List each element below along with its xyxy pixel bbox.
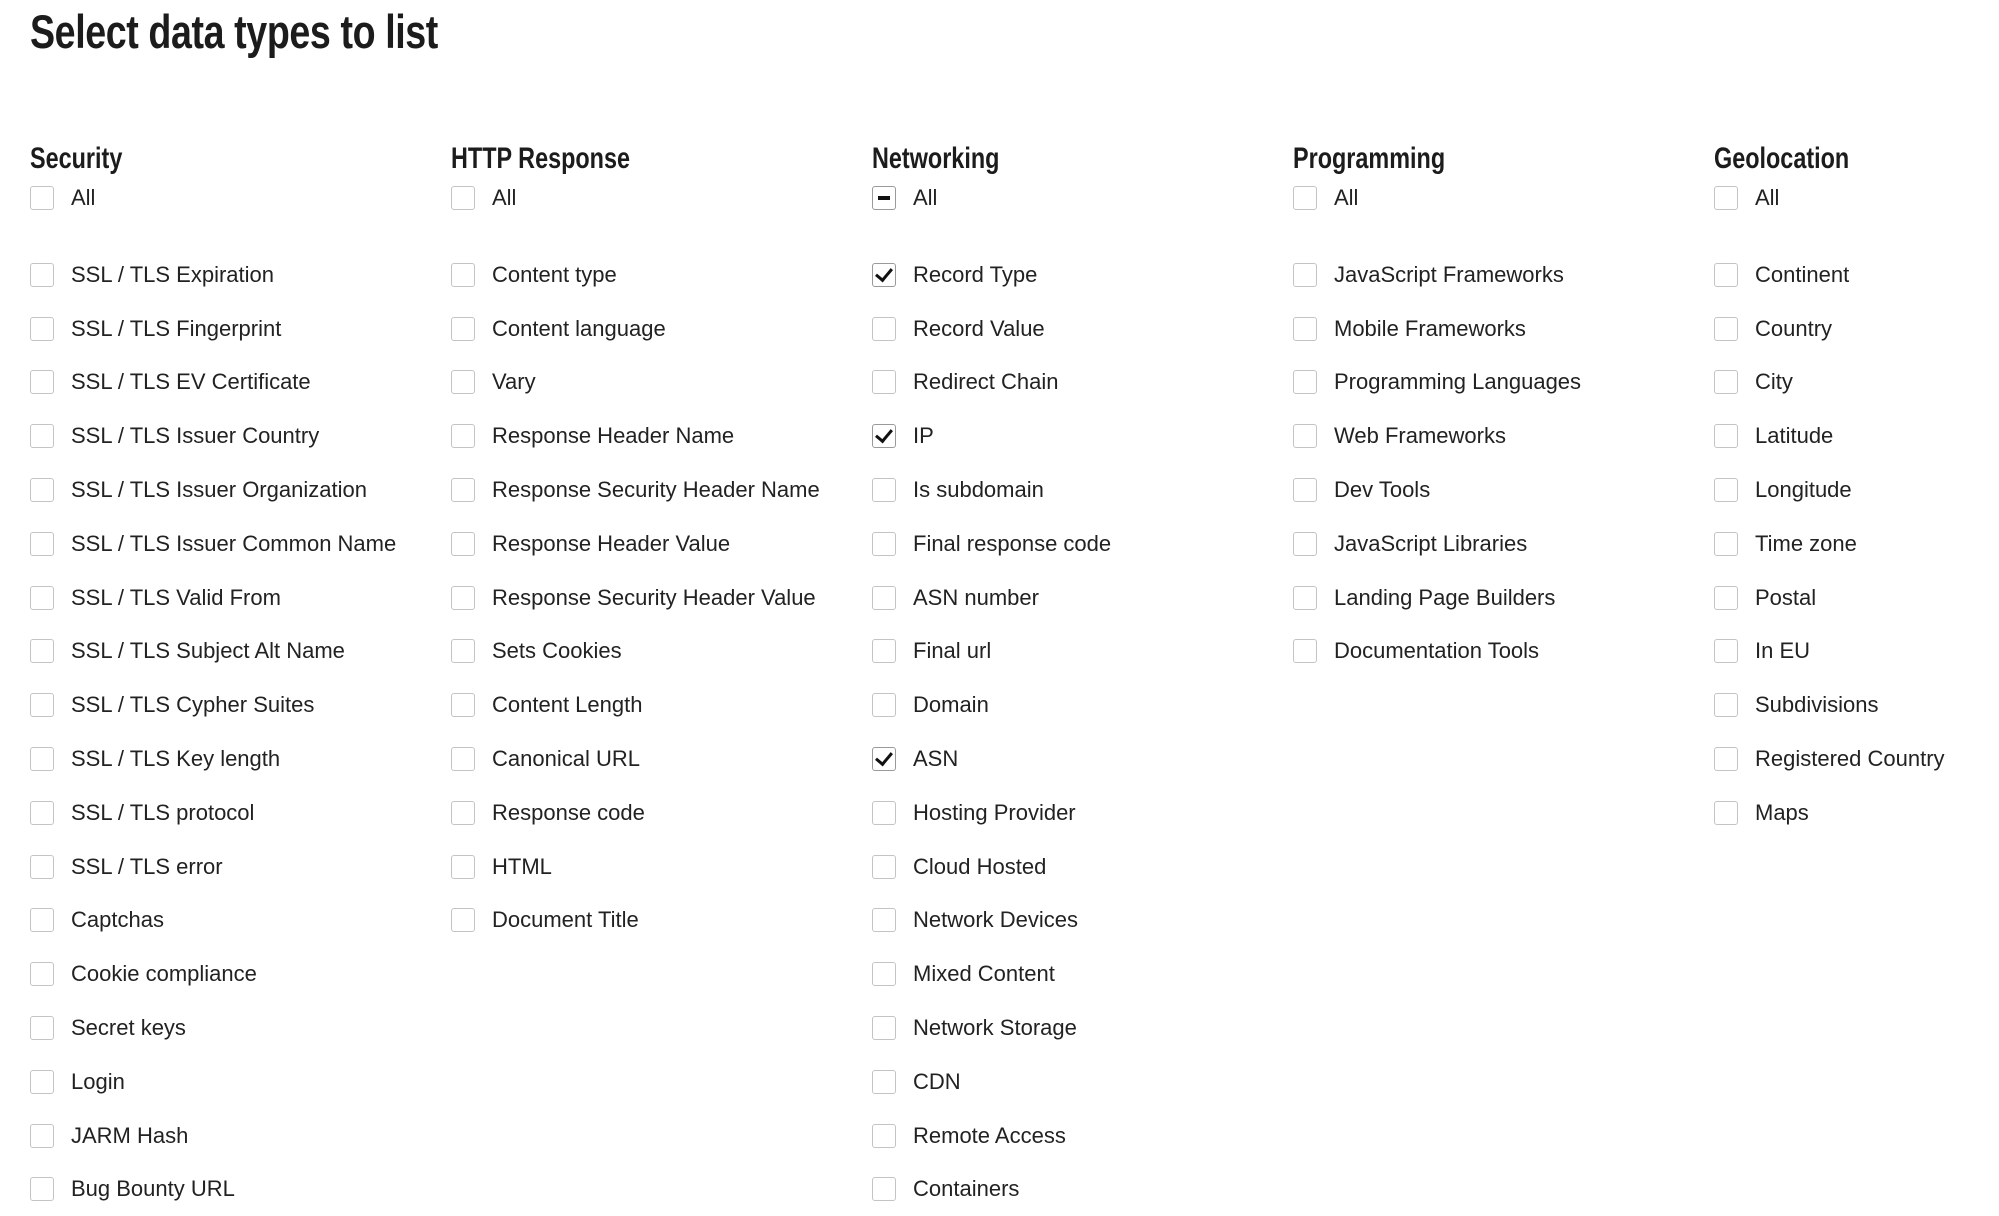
checkbox-label: Content language (492, 315, 666, 341)
checkbox-row[interactable] (30, 302, 440, 356)
checkbox[interactable] (872, 186, 896, 210)
checkbox-row[interactable] (872, 1055, 1282, 1109)
checkbox[interactable] (30, 1177, 54, 1201)
checkbox-label: HTML (492, 853, 552, 879)
checkbox-row[interactable] (451, 840, 861, 894)
checkbox[interactable] (872, 263, 896, 287)
checkbox-row[interactable] (1714, 356, 1999, 410)
checkbox-row[interactable] (1714, 463, 1999, 517)
checkbox-label: In EU (1755, 638, 1811, 664)
checkbox-label: Secret keys (71, 1015, 186, 1041)
checkbox-label: Subdivisions (1755, 692, 1879, 718)
checkbox-row[interactable] (451, 463, 861, 517)
checkbox[interactable] (1293, 263, 1317, 287)
checkbox-row[interactable] (1293, 302, 1703, 356)
checkbox[interactable] (30, 370, 54, 394)
checkbox-row[interactable] (1714, 571, 1999, 625)
checkbox[interactable] (1293, 639, 1317, 663)
checkbox-label: Cloud Hosted (913, 853, 1047, 879)
checkbox-label: Vary (492, 369, 536, 395)
checkbox[interactable] (451, 639, 475, 663)
checkbox[interactable] (451, 693, 475, 717)
checkbox-label: All (1334, 185, 1359, 210)
checkbox-row[interactable] (872, 625, 1282, 679)
checkbox[interactable] (1293, 370, 1317, 394)
checkbox-label: Bug Bounty URL (71, 1176, 235, 1202)
checkbox-row[interactable] (1714, 409, 1999, 463)
checkbox-label: ASN number (913, 584, 1039, 610)
checkbox[interactable] (451, 801, 475, 825)
checkbox-row[interactable] (30, 678, 440, 732)
checkbox[interactable] (30, 693, 54, 717)
checkbox-row[interactable] (1714, 625, 1999, 679)
checkbox-row[interactable] (1293, 625, 1703, 679)
checkbox-row[interactable] (30, 732, 440, 786)
checkbox-label: Mobile Frameworks (1334, 315, 1526, 341)
checkbox-label: CDN (913, 1068, 961, 1094)
checkbox-list (1293, 248, 1703, 678)
checkbox-row[interactable] (872, 786, 1282, 840)
select-all-checkbox[interactable] (1714, 178, 1999, 218)
checkbox-row[interactable] (30, 625, 440, 679)
checkbox[interactable] (872, 317, 896, 341)
checkbox-label: Content Length (492, 692, 643, 718)
checkbox[interactable] (451, 370, 475, 394)
checkbox-row[interactable] (1714, 517, 1999, 571)
checkbox-label: SSL / TLS Key length (71, 746, 281, 772)
checkbox-row[interactable] (872, 248, 1282, 302)
checkbox[interactable] (1714, 747, 1738, 771)
group-heading: Security (30, 142, 123, 175)
checkbox-list (30, 248, 440, 1216)
checkbox-row[interactable] (872, 302, 1282, 356)
checkbox[interactable] (872, 908, 896, 932)
select-all-checkbox[interactable] (451, 178, 861, 218)
checkbox-row[interactable] (30, 786, 440, 840)
checkbox-row[interactable] (872, 732, 1282, 786)
checkbox-label: Record Value (913, 315, 1045, 341)
checkbox-row[interactable] (30, 947, 440, 1001)
checkbox-label: SSL / TLS Subject Alt Name (71, 638, 345, 664)
checkbox[interactable] (872, 1070, 896, 1094)
checkbox-row[interactable] (451, 409, 861, 463)
checkbox-label: Remote Access (913, 1122, 1066, 1148)
checkbox[interactable] (30, 317, 54, 341)
checkbox-label: Response code (492, 799, 645, 825)
checkbox-row[interactable] (1293, 517, 1703, 571)
checkbox-row[interactable] (1293, 356, 1703, 410)
checkbox-row[interactable] (1714, 678, 1999, 732)
checkbox-label: Response Header Name (492, 423, 735, 449)
checkbox-row[interactable] (872, 517, 1282, 571)
checkbox-label: All (913, 185, 938, 210)
checkbox-label: JavaScript Libraries (1334, 530, 1528, 556)
checkbox[interactable] (872, 801, 896, 825)
checkbox[interactable] (872, 532, 896, 556)
checkbox[interactable] (872, 586, 896, 610)
checkbox-label: Continent (1755, 261, 1850, 287)
checkbox-row[interactable] (872, 463, 1282, 517)
checkbox-label: Canonical URL (492, 746, 640, 772)
checkbox[interactable] (1714, 693, 1738, 717)
checkbox[interactable] (451, 747, 475, 771)
checkbox[interactable] (872, 747, 896, 771)
checkbox-label: Document Title (492, 907, 639, 933)
checkbox[interactable] (1714, 186, 1738, 210)
checkbox-row[interactable] (30, 1055, 440, 1109)
checkbox-label: SSL / TLS error (71, 853, 223, 879)
checkbox[interactable] (451, 908, 475, 932)
checkbox[interactable] (30, 424, 54, 448)
checkbox-label: SSL / TLS Valid From (71, 584, 281, 610)
checkbox[interactable] (451, 317, 475, 341)
checkbox[interactable] (872, 855, 896, 879)
checkbox-label: Containers (913, 1176, 1020, 1202)
checkbox[interactable] (872, 1177, 896, 1201)
checkbox-row[interactable] (30, 571, 440, 625)
checkbox-label: SSL / TLS protocol (71, 799, 255, 825)
checkbox-label: Registered Country (1755, 746, 1945, 772)
checkbox-label: Network Storage (913, 1015, 1077, 1041)
checkbox-row[interactable] (872, 840, 1282, 894)
checkbox-label: Is subdomain (913, 477, 1044, 503)
checkbox-row[interactable] (30, 1001, 440, 1055)
checkbox-list (872, 248, 1282, 1216)
checkbox-row[interactable] (451, 356, 861, 410)
checkbox[interactable] (451, 263, 475, 287)
checkbox[interactable] (1714, 586, 1738, 610)
checkbox-row[interactable] (872, 1001, 1282, 1055)
checkbox-label: SSL / TLS Issuer Common Name (71, 530, 397, 556)
checkbox-row[interactable] (1293, 409, 1703, 463)
checkbox-label: Dev Tools (1334, 477, 1431, 503)
checkbox[interactable] (872, 424, 896, 448)
checkbox-label: All (1755, 185, 1780, 210)
checkbox[interactable] (1293, 317, 1317, 341)
checkbox[interactable] (451, 424, 475, 448)
checkbox-label: Response Security Header Value (492, 584, 816, 610)
checkbox[interactable] (30, 639, 54, 663)
checkbox[interactable] (30, 962, 54, 986)
checkbox-list (451, 248, 861, 947)
checkbox[interactable] (451, 586, 475, 610)
checkbox-row[interactable] (30, 1163, 440, 1216)
checkbox-label: JARM Hash (71, 1122, 189, 1148)
checkbox-row[interactable] (30, 1109, 440, 1163)
group-networking (872, 140, 1282, 1216)
checkbox[interactable] (1293, 186, 1317, 210)
checkbox[interactable] (30, 801, 54, 825)
checkbox[interactable] (451, 855, 475, 879)
checkbox-label: IP (913, 423, 934, 449)
checkbox-row[interactable] (872, 678, 1282, 732)
checkbox[interactable] (30, 908, 54, 932)
checkbox-label: Redirect Chain (913, 369, 1059, 395)
checkbox-label: Web Frameworks (1334, 423, 1506, 449)
checkbox-list (1714, 248, 1999, 840)
checkbox-row[interactable] (872, 894, 1282, 948)
group-heading: Geolocation (1714, 142, 1850, 175)
checkbox[interactable] (30, 1070, 54, 1094)
checkbox-label: Longitude (1755, 477, 1852, 503)
checkbox[interactable] (30, 1016, 54, 1040)
checkbox[interactable] (872, 962, 896, 986)
checkbox-row[interactable] (451, 625, 861, 679)
checkbox-label: Content type (492, 261, 617, 287)
checkbox-row[interactable] (872, 571, 1282, 625)
checkbox-label: Documentation Tools (1334, 638, 1540, 664)
checkbox-row[interactable] (451, 571, 861, 625)
checkbox[interactable] (1293, 586, 1317, 610)
checkbox-label: Hosting Provider (913, 799, 1076, 825)
checkbox[interactable] (1714, 532, 1738, 556)
checkbox-label: Country (1755, 315, 1833, 341)
checkbox-label: Latitude (1755, 423, 1834, 449)
checkbox[interactable] (451, 186, 475, 210)
checkbox-row[interactable] (30, 248, 440, 302)
checkbox-row[interactable] (1293, 463, 1703, 517)
checkbox-label: Programming Languages (1334, 369, 1582, 395)
group-http-response (451, 140, 861, 947)
group-heading: Programming (1293, 142, 1446, 175)
checkbox-row[interactable] (1714, 302, 1999, 356)
checkbox-label: Response Security Header Name (492, 477, 820, 503)
checkbox[interactable] (451, 532, 475, 556)
checkbox[interactable] (30, 478, 54, 502)
checkbox-label: Time zone (1755, 530, 1857, 556)
checkbox-label: SSL / TLS Expiration (71, 261, 274, 287)
checkbox-row[interactable] (451, 732, 861, 786)
checkbox-row[interactable] (30, 463, 440, 517)
checkbox-label: Maps (1755, 799, 1809, 825)
checkbox[interactable] (1714, 478, 1738, 502)
checkbox[interactable] (30, 532, 54, 556)
checkbox-label: Login (71, 1068, 125, 1094)
checkbox-label: Captchas (71, 907, 164, 933)
checkbox[interactable] (1293, 478, 1317, 502)
checkbox-row[interactable] (872, 409, 1282, 463)
checkbox-row[interactable] (30, 517, 440, 571)
checkbox-label: SSL / TLS EV Certificate (71, 369, 311, 395)
group-programming (1293, 140, 1703, 678)
checkbox-label: Final url (913, 638, 992, 664)
checkbox-row[interactable] (451, 894, 861, 948)
checkbox[interactable] (30, 747, 54, 771)
checkbox-row[interactable] (451, 248, 861, 302)
group-security (30, 140, 440, 1216)
checkbox[interactable] (451, 478, 475, 502)
checkbox-row[interactable] (872, 947, 1282, 1001)
checkbox-row[interactable] (30, 840, 440, 894)
checkbox[interactable] (1714, 263, 1738, 287)
group-geolocation (1714, 140, 1999, 840)
checkbox-row[interactable] (451, 302, 861, 356)
checkbox-label: JavaScript Frameworks (1334, 261, 1564, 287)
checkbox-row[interactable] (30, 894, 440, 948)
checkbox-row[interactable] (1714, 786, 1999, 840)
checkbox[interactable] (30, 1124, 54, 1148)
checkbox[interactable] (1293, 532, 1317, 556)
checkbox-label: Sets Cookies (492, 638, 622, 664)
checkbox-row[interactable] (451, 517, 861, 571)
checkbox-label: Postal (1755, 584, 1817, 610)
checkbox-row[interactable] (1293, 571, 1703, 625)
checkbox-label: SSL / TLS Issuer Organization (71, 477, 367, 503)
checkbox-label: City (1755, 369, 1793, 395)
checkbox[interactable] (1714, 424, 1738, 448)
checkbox[interactable] (1714, 370, 1738, 394)
select-all-checkbox[interactable] (872, 178, 1282, 218)
checkbox-label: Domain (913, 692, 989, 718)
checkbox[interactable] (872, 478, 896, 502)
checkbox-label: Network Devices (913, 907, 1079, 933)
checkbox-label: SSL / TLS Fingerprint (71, 315, 282, 341)
checkbox[interactable] (1714, 639, 1738, 663)
group-heading: Networking (872, 142, 1000, 175)
checkbox-label: Record Type (913, 261, 1038, 287)
checkbox-label: Cookie compliance (71, 961, 257, 987)
checkbox[interactable] (872, 370, 896, 394)
checkbox[interactable] (30, 186, 54, 210)
checkbox[interactable] (872, 1016, 896, 1040)
checkbox[interactable] (1293, 424, 1317, 448)
checkbox-row[interactable] (1714, 248, 1999, 302)
checkbox-row[interactable] (1293, 248, 1703, 302)
select-all-checkbox[interactable] (1293, 178, 1703, 218)
checkbox-row[interactable] (1714, 732, 1999, 786)
checkbox-label: ASN (913, 746, 959, 772)
checkbox-row[interactable] (30, 356, 440, 410)
checkbox[interactable] (30, 263, 54, 287)
checkbox-label: Response Header Value (492, 530, 731, 556)
checkbox-row[interactable] (30, 409, 440, 463)
checkbox[interactable] (1714, 317, 1738, 341)
group-heading: HTTP Response (451, 142, 631, 175)
checkbox[interactable] (872, 1124, 896, 1148)
checkbox-label: All (492, 185, 517, 210)
checkbox-row[interactable] (451, 786, 861, 840)
select-all-checkbox[interactable] (30, 178, 440, 218)
checkbox-label: Landing Page Builders (1334, 584, 1556, 610)
checkbox[interactable] (30, 855, 54, 879)
checkbox-label: SSL / TLS Cypher Suites (71, 692, 315, 718)
checkbox-row[interactable] (872, 1109, 1282, 1163)
checkbox-label: SSL / TLS Issuer Country (71, 423, 320, 449)
checkbox[interactable] (1714, 801, 1738, 825)
checkbox[interactable] (30, 586, 54, 610)
checkbox-label: Mixed Content (913, 961, 1055, 987)
checkbox-label: Final response code (913, 530, 1112, 556)
checkbox-row[interactable] (872, 356, 1282, 410)
checkbox[interactable] (872, 693, 896, 717)
checkbox[interactable] (872, 639, 896, 663)
checkbox-label: All (71, 185, 96, 210)
checkbox-row[interactable] (451, 678, 861, 732)
page-title: Select data types to list (30, 5, 438, 58)
checkbox-row[interactable] (872, 1163, 1282, 1216)
